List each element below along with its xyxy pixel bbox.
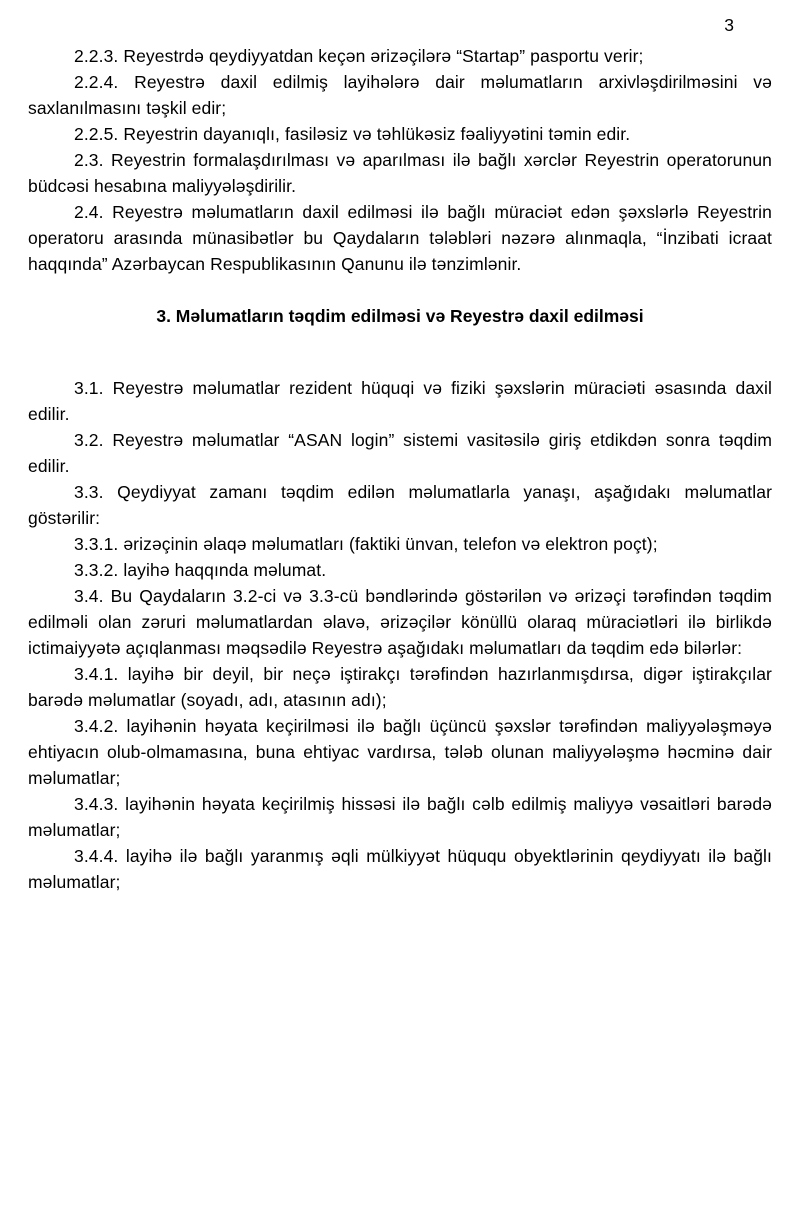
paragraph-2-2-3: 2.2.3. Reyestrdə qeydiyyatdan keçən ərizəçilərə “Startap” pasportu verir;	[74, 46, 644, 66]
document-body	[28, 43, 772, 895]
paragraph-3-4: 3.4. Bu Qaydaların 3.2-ci və 3.3-cü bəndlərində göstərilən və ərizəçi tərəfindən təqdim edilməli olan zəruri məlumatlardan əlavə, ərizəçilər könüllü olaraq müraciətləri ilə birlikdə ictimaiyyətə açıqlanması məqsədilə Reyestrə aşağıdakı məlumatları da təqdim edə bilərlər:	[28, 586, 772, 658]
paragraph-3-3-2: 3.3.2. layihə haqqında məlumat.	[74, 560, 327, 580]
section-3-heading: 3. Məlumatların təqdim edilməsi və Reyestrə daxil edilməsi	[156, 306, 644, 326]
paragraph-2-3: 2.3. Reyestrin formalaşdırılması və aparılması ilə bağlı xərclər Reyestrin operatorunun büdcəsi hesabına maliyyələşdirilir.	[28, 150, 772, 196]
paragraph-3-4-1: 3.4.1. layihə bir deyil, bir neçə iştirakçı tərəfindən hazırlanmışdırsa, digər iştirakçılar barədə məlumatlar (soyadı, adı, atasının adı);	[28, 664, 772, 710]
paragraph-3-4-2: 3.4.2. layihənin həyata keçirilməsi ilə bağlı üçüncü şəxslər tərəfindən maliyyələşməyə ehtiyacın olub-olmamasına, buna ehtiyac vardırsa, tələb olunan maliyyələşmə həcminə dair məlumatlar;	[28, 716, 772, 788]
paragraph-3-4-3: 3.4.3. layihənin həyata keçirilmiş hissəsi ilə bağlı cəlb edilmiş maliyyə vəsaitləri barədə məlumatlar;	[28, 794, 772, 840]
paragraph-3-2: 3.2. Reyestrə məlumatlar “ASAN login” sistemi vasitəsilə giriş etdikdən sonra təqdim edilir.	[28, 430, 772, 476]
page-number: 3	[724, 15, 734, 35]
paragraph-2-2-4: 2.2.4. Reyestrə daxil edilmiş layihələrə dair məlumatların arxivləşdirilməsini və saxlanılmasını təşkil edir;	[28, 72, 772, 118]
paragraph-2-4: 2.4. Reyestrə məlumatların daxil edilməsi ilə bağlı müraciət edən şəxslərlə Reyestrin operatoru arasında münasibətlər bu Qaydaların tələbləri nəzərə alınmaqla, “İnzibati icraat haqqında” Azərbaycan Respublikasının Qanunu ilə tənzimlənir.	[28, 202, 772, 274]
paragraph-2-2-5: 2.2.5. Reyestrin dayanıqlı, fasiləsiz və təhlükəsiz fəaliyyətini təmin edir.	[74, 124, 631, 144]
paragraph-3-3-1: 3.3.1. ərizəçinin əlaqə məlumatları (faktiki ünvan, telefon və elektron poçt);	[74, 534, 658, 554]
paragraph-3-1: 3.1. Reyestrə məlumatlar rezident hüquqi və fiziki şəxslərin müraciəti əsasında daxil edilir.	[28, 378, 772, 424]
paragraph-3-4-4: 3.4.4. layihə ilə bağlı yaranmış əqli mülkiyyət hüququ obyektlərinin qeydiyyatı ilə bağlı məlumatlar;	[28, 846, 772, 892]
paragraph-3-3: 3.3. Qeydiyyat zamanı təqdim edilən məlumatlarla yanaşı, aşağıdakı məlumatlar göstərilir:	[28, 482, 772, 528]
